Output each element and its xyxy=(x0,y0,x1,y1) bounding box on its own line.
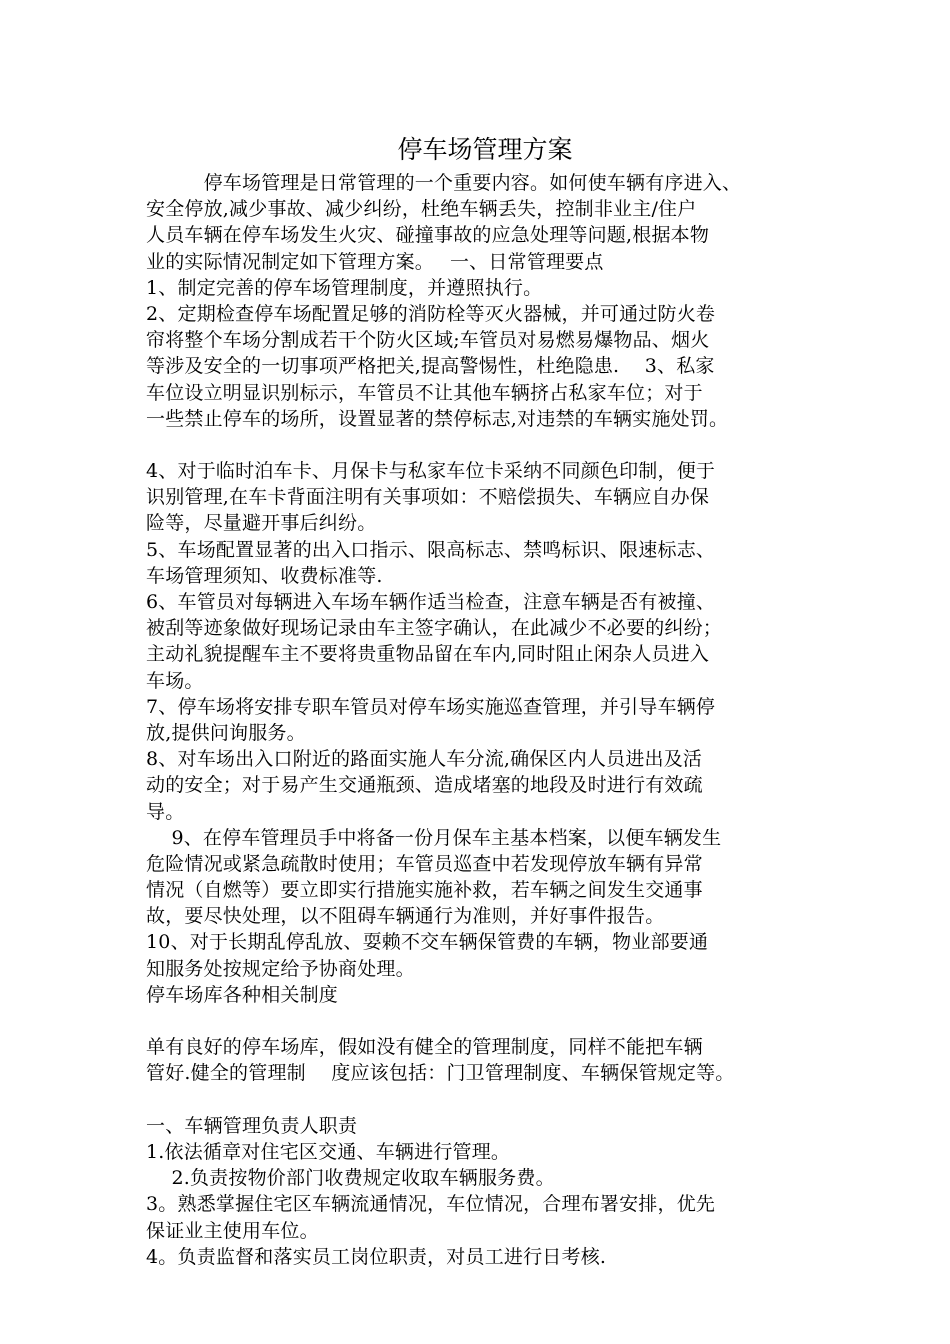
text-line: 管好.健全的管理制 度应该包括：门卫管理制度、车辆保管规定等。 xyxy=(146,1062,735,1085)
text-line: 主动礼貌提醒车主不要将贵重物品留在车内,同时阻止闲杂人员进入 xyxy=(146,643,710,666)
text-line: 停车场库各种相关制度 xyxy=(146,983,339,1006)
text-line: 9、在停车管理员手中将备一份月保车主基本档案，以便车辆发生 xyxy=(146,826,722,849)
text-line: 险等，尽量避开事后纠纷。 xyxy=(146,512,377,535)
text-line: 10、对于长期乱停乱放、耍赖不交车辆保管费的车辆，物业部要通 xyxy=(146,931,709,954)
text-line: 动的安全；对于易产生交通瓶颈、造成堵塞的地段及时进行有效疏 xyxy=(146,774,703,797)
text-line: 车场。 xyxy=(146,669,204,692)
text-line: 安全停放,减少事故、减少纠纷，杜绝车辆丢失，控制非业主/住户 xyxy=(146,198,697,221)
text-line: 一、车辆管理负责人职责 xyxy=(146,1114,358,1137)
text-line: 1、制定完善的停车场管理制度，并遵照执行。 xyxy=(146,276,543,299)
text-line: 3。熟悉掌握住宅区车辆流通情况，车位情况，合理布署安排，优先 xyxy=(146,1193,716,1216)
text-line: 8、对车场出入口附近的路面实施人车分流,确保区内人员进出及活 xyxy=(146,748,703,771)
text-line: 故，要尽快处理，以不阻碍车辆通行为准则，并好事件报告。 xyxy=(146,905,665,928)
text-line: 单有良好的停车场库，假如没有健全的管理制度，同样不能把车辆 xyxy=(146,1036,703,1059)
text-line: 2、定期检查停车场配置足够的消防栓等灭火器械，并可通过防火卷 xyxy=(146,302,716,325)
text-line: 7、停车场将安排专职车管员对停车场实施巡查管理，并引导车辆停 xyxy=(146,695,716,718)
text-line: 情况（自燃等）要立即实行措施实施补救，若车辆之间发生交通事 xyxy=(146,879,703,902)
text-line: 停车场管理是日常管理的一个重要内容。如何使车辆有序进入、 xyxy=(146,172,742,194)
text-line: 4、对于临时泊车卡、月保卡与私家车位卡采纳不同颜色印制，便于 xyxy=(146,460,716,483)
text-line: 车场管理须知、收费标准等. xyxy=(146,564,383,587)
text-line: 人员车辆在停车场发生火灾、碰撞事故的应急处理等问题,根据本物 xyxy=(146,224,710,247)
text-line: 被刮等迹象做好现场记录由车主签字确认，在此减少不必要的纠纷； xyxy=(146,617,723,640)
text-line: 业的实际情况制定如下管理方案。 一、日常管理要点 xyxy=(146,250,604,273)
text-line: 导。 xyxy=(146,800,185,823)
text-line: 知服务处按规定给予协商处理。 xyxy=(146,957,415,980)
text-line: 1.依法循章对住宅区交通、车辆进行管理。 xyxy=(146,1140,511,1163)
blank-line xyxy=(146,1008,824,1034)
document-title: 停车场管理方案 xyxy=(397,135,573,164)
text-line: 危险情况或紧急疏散时使用；车管员巡查中若发现停放车辆有异常 xyxy=(146,852,703,875)
text-line: 4。负责监督和落实员工岗位职责，对员工进行日考核. xyxy=(146,1245,607,1268)
text-line: 一些禁止停车的场所，设置显著的禁停标志,对违禁的车辆实施处罚。 xyxy=(146,407,729,430)
text-line: 保证业主使用车位。 xyxy=(146,1219,319,1242)
text-line: 放,提供问询服务。 xyxy=(146,721,306,744)
text-line: 帘将整个车场分割成若干个防火区域;车管员对易燃易爆物品、烟火 xyxy=(146,329,710,352)
text-line: 5、车场配置显著的出入口指示、限高标志、禁鸣标识、限速标志、 xyxy=(146,538,716,561)
text-line: 6、车管员对每辆进入车场车辆作适当检查，注意车辆是否有被撞、 xyxy=(146,591,716,613)
blank-line xyxy=(146,432,824,458)
text-line: 等涉及安全的一切事项严格把关,提高警惕性，杜绝隐患. 3、私家 xyxy=(146,355,715,378)
text-line: 2.负责按物价部门收费规定收取车辆服务费。 xyxy=(146,1167,555,1190)
document-page xyxy=(146,132,824,1270)
text-line: 车位设立明显识别标示，车管员不让其他车辆挤占私家车位；对于 xyxy=(146,381,703,404)
blank-line xyxy=(146,1087,824,1113)
document-body xyxy=(146,170,824,1270)
text-line: 识别管理,在车卡背面注明有关事项如：不赔偿损失、车辆应自办保 xyxy=(146,486,710,509)
